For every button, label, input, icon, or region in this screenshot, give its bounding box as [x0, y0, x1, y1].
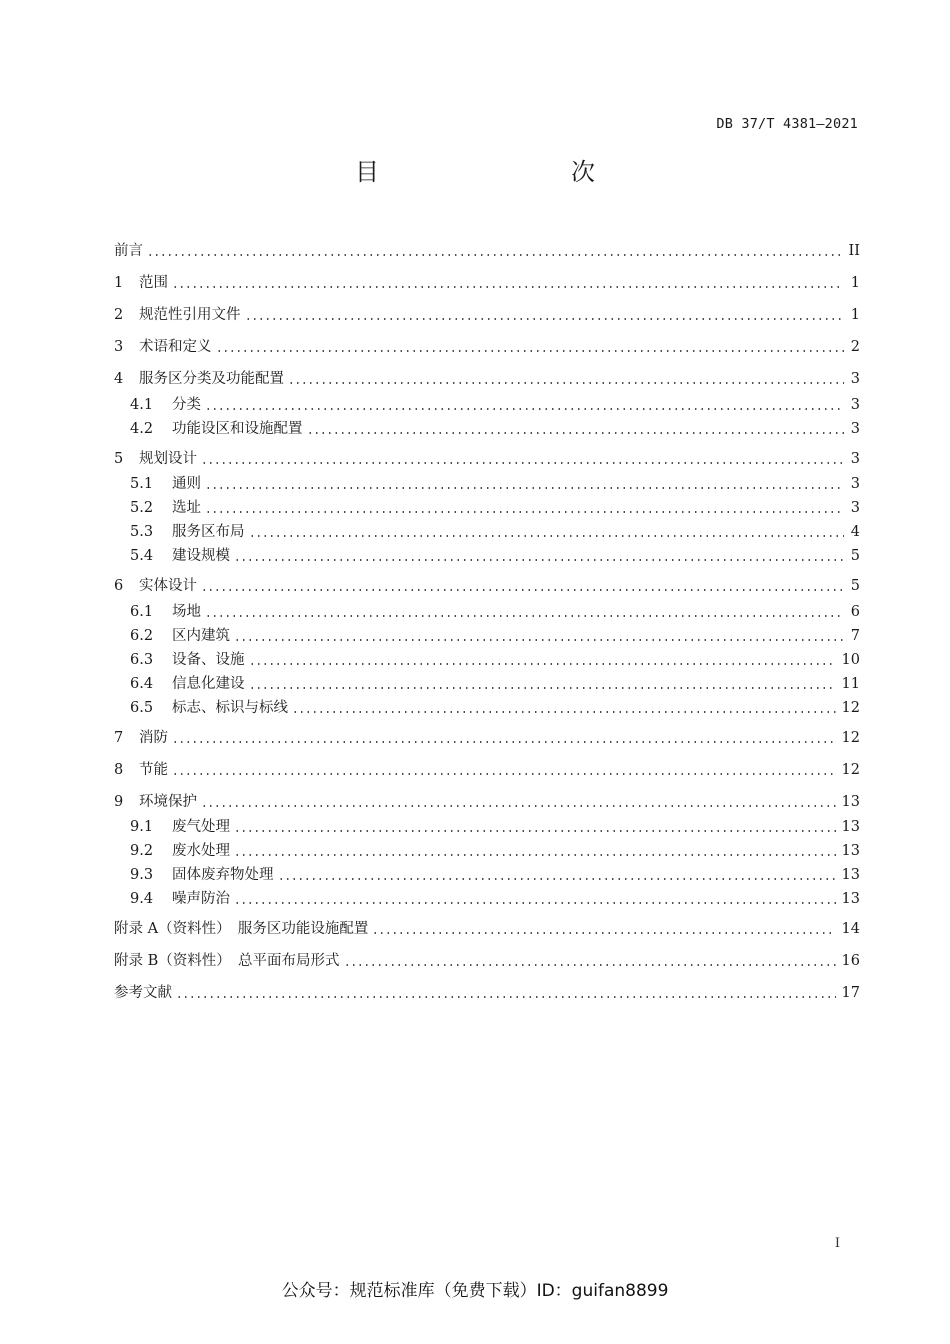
- toc-entry-page: 1: [850, 275, 860, 291]
- toc-entry-number: 4.1: [130, 397, 154, 413]
- toc-entry[interactable]: [114, 304, 860, 326]
- toc-entry-page: 5: [850, 578, 860, 594]
- toc-entry-title: 设备、设施: [172, 652, 245, 668]
- toc-dot-leader: [201, 448, 844, 470]
- toc-entry-number: 3: [114, 339, 124, 355]
- toc-entry-page: 13: [841, 794, 860, 810]
- toc-entry-title: 服务区分类及功能配置: [139, 371, 284, 387]
- toc-entry-number: 5.2: [130, 500, 154, 516]
- toc-entry-title: 附录 B（资料性） 总平面布局形式: [114, 953, 340, 969]
- toc-dot-leader: [205, 473, 844, 495]
- toc-entry-title: 场地: [172, 604, 201, 620]
- toc-entry[interactable]: [114, 336, 860, 358]
- toc-dot-leader: [249, 673, 836, 695]
- toc-dot-leader: [234, 840, 836, 862]
- toc-entry-title: 参考文献: [114, 985, 172, 1001]
- toc-dot-leader: [234, 625, 844, 647]
- toc-entry-page: 1: [850, 307, 860, 323]
- toc-entry[interactable]: [114, 448, 860, 470]
- toc-title: 目 次: [355, 158, 643, 186]
- toc-entry[interactable]: [114, 727, 860, 749]
- toc-entry-number: 6.4: [130, 676, 154, 692]
- toc-dot-leader: [292, 697, 836, 719]
- toc-entry[interactable]: [114, 791, 860, 813]
- toc-entry-page: 3: [850, 451, 860, 467]
- toc-dot-leader: [172, 759, 836, 781]
- toc-entry[interactable]: [130, 601, 860, 623]
- toc-entry-title: 分类: [172, 397, 201, 413]
- toc-entry[interactable]: [114, 575, 860, 597]
- toc-entry[interactable]: [130, 864, 860, 886]
- toc-entry-title: 附录 A（资料性） 服务区功能设施配置: [114, 921, 369, 937]
- toc-dot-leader: [205, 497, 844, 519]
- toc-entry-page: 3: [850, 371, 860, 387]
- toc-entry-page: 12: [841, 730, 860, 746]
- toc-dot-leader: [278, 864, 836, 886]
- toc-entry-number: 6: [114, 578, 124, 594]
- toc-dot-leader: [176, 982, 836, 1004]
- toc-entry-number: 4: [114, 371, 124, 387]
- toc-entry-page: 3: [850, 500, 860, 516]
- toc-dot-leader: [201, 575, 844, 597]
- toc-entry-title: 前言: [114, 243, 143, 259]
- toc-dot-leader: [249, 521, 845, 543]
- toc-entry[interactable]: [130, 473, 860, 495]
- toc-entry-page: 2: [850, 339, 860, 355]
- toc-entry-number: 5: [114, 451, 124, 467]
- toc-entry-title: 范围: [139, 275, 168, 291]
- toc-dot-leader: [344, 950, 836, 972]
- toc-entry[interactable]: [130, 625, 860, 647]
- toc-entry-number: 6.2: [130, 628, 154, 644]
- toc-entry[interactable]: [130, 649, 860, 671]
- toc-entry-number: 1: [114, 275, 124, 291]
- toc-entry-title: 废水处理: [172, 843, 230, 859]
- toc-entry-page: II: [848, 243, 860, 259]
- toc-entry-title: 区内建筑: [172, 628, 230, 644]
- toc-entry-number: 9.2: [130, 843, 154, 859]
- toc-entry-title: 建设规模: [172, 548, 230, 564]
- toc-entry-number: 2: [114, 307, 124, 323]
- toc-entry[interactable]: [130, 888, 860, 910]
- toc-entry-title: 废气处理: [172, 819, 230, 835]
- toc-entry-title: 固体废弃物处理: [172, 867, 274, 883]
- toc-entry[interactable]: [130, 840, 860, 862]
- toc-entry-title: 信息化建设: [172, 676, 245, 692]
- toc-entry[interactable]: [114, 759, 860, 781]
- toc-entry-title: 噪声防治: [172, 891, 230, 907]
- toc-entry[interactable]: [114, 272, 860, 294]
- toc-entry-page: 3: [850, 421, 860, 437]
- toc-entry-number: 5.1: [130, 476, 154, 492]
- toc-entry-page: 16: [841, 953, 860, 969]
- toc-entry-title: 环境保护: [139, 794, 197, 810]
- toc-dot-leader: [172, 272, 844, 294]
- toc-dot-leader: [288, 368, 844, 390]
- toc-entry-title: 通则: [172, 476, 201, 492]
- toc-entry-page: 13: [841, 843, 860, 859]
- toc-entry-title: 消防: [139, 730, 168, 746]
- toc-dot-leader: [234, 816, 836, 838]
- toc-entry-number: 7: [114, 730, 124, 746]
- toc-entry-title: 实体设计: [139, 578, 197, 594]
- toc-entry-title: 功能设区和设施配置: [172, 421, 303, 437]
- toc-entry-number: 9: [114, 794, 124, 810]
- toc-entry-title: 节能: [139, 762, 168, 778]
- toc-entry-title: 规划设计: [139, 451, 197, 467]
- toc-entry-page: 12: [841, 700, 860, 716]
- toc-entry-number: 6.1: [130, 604, 154, 620]
- toc-dot-leader: [205, 601, 844, 623]
- toc-entry[interactable]: [114, 950, 860, 972]
- page-number: I: [834, 1236, 840, 1251]
- toc-entry-number: 9.4: [130, 891, 154, 907]
- toc-dot-leader: [234, 888, 836, 910]
- toc-dot-leader: [205, 394, 844, 416]
- toc-entry[interactable]: [130, 816, 860, 838]
- toc-entry-page: 3: [850, 476, 860, 492]
- toc-entry[interactable]: [130, 673, 860, 695]
- toc-entry[interactable]: [114, 368, 860, 390]
- toc-dot-leader: [201, 791, 836, 813]
- toc-dot-leader: [307, 418, 845, 440]
- toc-dot-leader: [372, 918, 835, 940]
- toc-entry[interactable]: [114, 240, 860, 262]
- toc-entry[interactable]: [130, 497, 860, 519]
- toc-dot-leader: [216, 336, 845, 358]
- toc-entry-number: 9.1: [130, 819, 154, 835]
- toc-entry-page: 5: [850, 548, 860, 564]
- toc-entry-title: 选址: [172, 500, 201, 516]
- toc-entry-page: 3: [850, 397, 860, 413]
- toc-entry[interactable]: [130, 394, 860, 416]
- toc-entry[interactable]: [114, 982, 860, 1004]
- toc-entry-number: 5.3: [130, 524, 154, 540]
- toc-dot-leader: [147, 240, 843, 262]
- toc-entry-page: 12: [841, 762, 860, 778]
- toc-dot-leader: [249, 649, 836, 671]
- toc-entry-title: 服务区布局: [172, 524, 245, 540]
- toc-entry[interactable]: [130, 545, 860, 567]
- toc-entry-page: 7: [850, 628, 860, 644]
- toc-entry-title: 术语和定义: [139, 339, 212, 355]
- toc-entry-page: 4: [850, 524, 860, 540]
- toc-entry[interactable]: [130, 418, 860, 440]
- toc-entry-page: 14: [841, 921, 860, 937]
- footer-banner: 公众号：规范标准库（免费下载）ID：guifan8899: [281, 1281, 669, 1301]
- toc-entry-number: 6.3: [130, 652, 154, 668]
- toc-entry-number: 6.5: [130, 700, 154, 716]
- toc-dot-leader: [245, 304, 845, 326]
- toc-entry-page: 10: [841, 652, 860, 668]
- toc-entry-number: 9.3: [130, 867, 154, 883]
- toc-entry-title: 标志、标识与标线: [172, 700, 288, 716]
- toc-entry-page: 13: [841, 819, 860, 835]
- toc-entry-title: 规范性引用文件: [139, 307, 241, 323]
- toc-entry-page: 13: [841, 891, 860, 907]
- toc-entry[interactable]: [114, 918, 860, 940]
- toc-dot-leader: [234, 545, 844, 567]
- toc-dot-leader: [172, 727, 836, 749]
- toc-entry[interactable]: [130, 697, 860, 719]
- document-code: DB 37/T 4381—2021: [716, 116, 858, 132]
- toc-entry-page: 13: [841, 867, 860, 883]
- toc-entry-number: 8: [114, 762, 124, 778]
- toc-entry-page: 6: [850, 604, 860, 620]
- toc-entry-page: 11: [841, 676, 860, 692]
- toc-entry[interactable]: [130, 521, 860, 543]
- toc-entry-number: 4.2: [130, 421, 154, 437]
- toc-entry-number: 5.4: [130, 548, 154, 564]
- toc-entry-page: 17: [841, 985, 860, 1001]
